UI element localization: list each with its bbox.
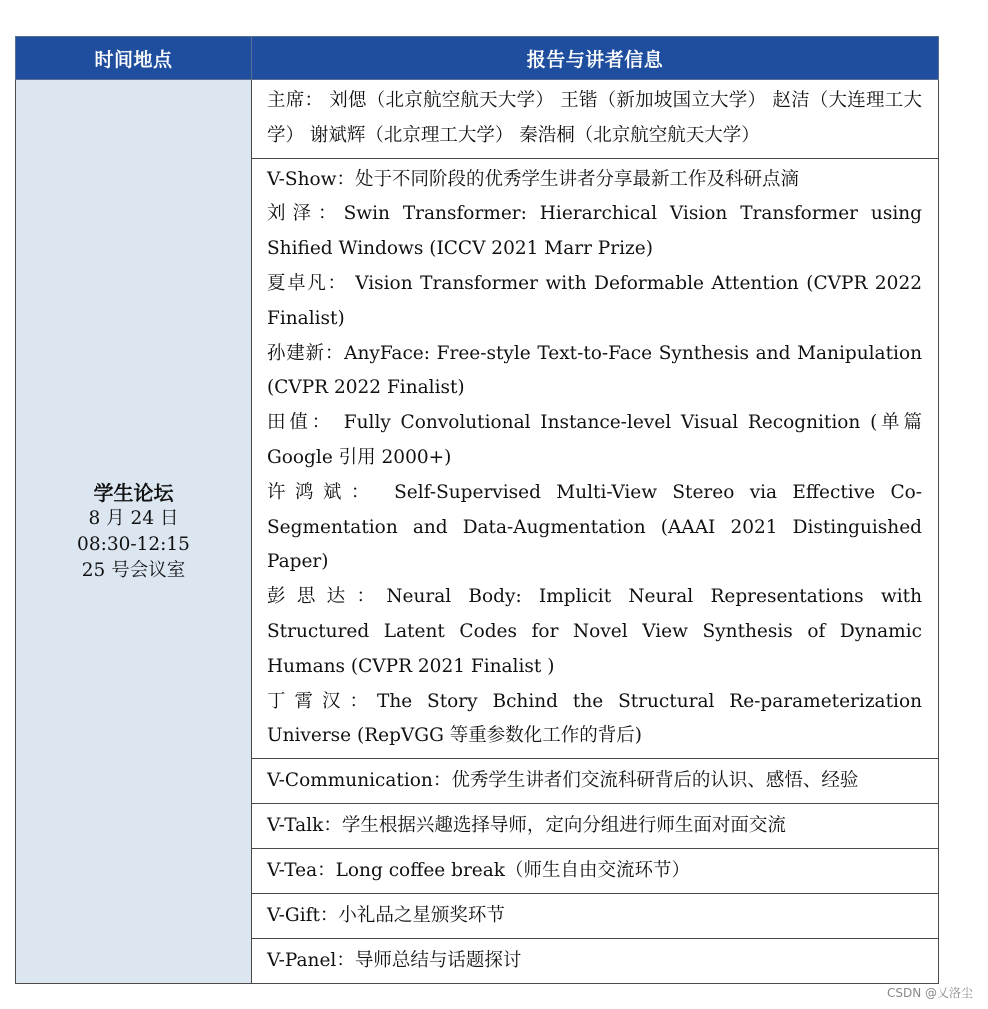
session-v-panel: V-Panel：导师总结与话题探讨 <box>252 939 939 984</box>
talk-item: 丁霄汉：The Story Bchind the Structural Re-parameterization Universe (RepVGG 等重参数化工作的背后) <box>267 690 922 747</box>
talk-item: 许鸿斌： Self-Supervised Multi-View Stereo via Effective Co-Segmentation and Data-Augmentation (AAAI 2021 Distinguished Paper) <box>267 481 922 573</box>
time-location-cell <box>16 80 252 984</box>
session-v-tea: V-Tea：Long coffee break（师生自由交流环节） <box>252 849 939 894</box>
session-v-gift: V-Gift：小礼品之星颁奖环节 <box>252 894 939 939</box>
talk-item: 夏卓凡： Vision Transformer with Deformable Attention (CVPR 2022 Finalist) <box>267 272 922 329</box>
session-v-communication: V-Communication：优秀学生讲者们交流科研背后的认识、感悟、经验 <box>252 759 939 804</box>
vshow-cell <box>252 158 939 759</box>
chair-cell <box>252 80 939 159</box>
talk-item: 田值： Fully Convolutional Instance-level Visual Recognition (单篇 Google 引用 2000+) <box>267 412 922 468</box>
talk-item: 彭思达：Neural Body: Implicit Neural Representations with Structured Latent Codes for Novel View Synthesis of Dynamic Humans (CVPR 2021 Finalist ) <box>267 586 922 677</box>
forum-title: 学生论坛 <box>93 480 174 505</box>
schedule-table <box>15 36 939 984</box>
chair-text: 主席： 刘偲（北京航空航天大学） 王锴（新加坡国立大学） 赵洁（大连理工大学） 谢斌辉（北京理工大学） 秦浩桐（北京航空航天大学） <box>267 90 922 146</box>
header-row <box>16 37 939 80</box>
watermark: CSDN @乂洛尘 <box>886 986 973 1000</box>
table-row <box>16 80 939 159</box>
header-talk-info: 报告与讲者信息 <box>252 37 939 80</box>
talk-item: 孙建新：AnyFace: Free-style Text-to-Face Synthesis and Manipulation (CVPR 2022 Finalist) <box>267 342 922 399</box>
forum-room: 25 号会议室 <box>81 559 186 581</box>
talk-item: 刘泽：Swin Transformer: Hierarchical Vision Transformer using Shified Windows (ICCV 2021 Marr Prize) <box>267 203 922 260</box>
vshow-intro: V-Show：处于不同阶段的优秀学生讲者分享最新工作及科研点滴 <box>267 168 799 190</box>
session-v-talk: V-Talk：学生根据兴趣选择导师，定向分组进行师生面对面交流 <box>252 804 939 849</box>
forum-date: 8 月 24 日 <box>88 507 179 529</box>
forum-time: 08:30-12:15 <box>77 533 190 555</box>
header-time-location: 时间地点 <box>16 37 252 80</box>
